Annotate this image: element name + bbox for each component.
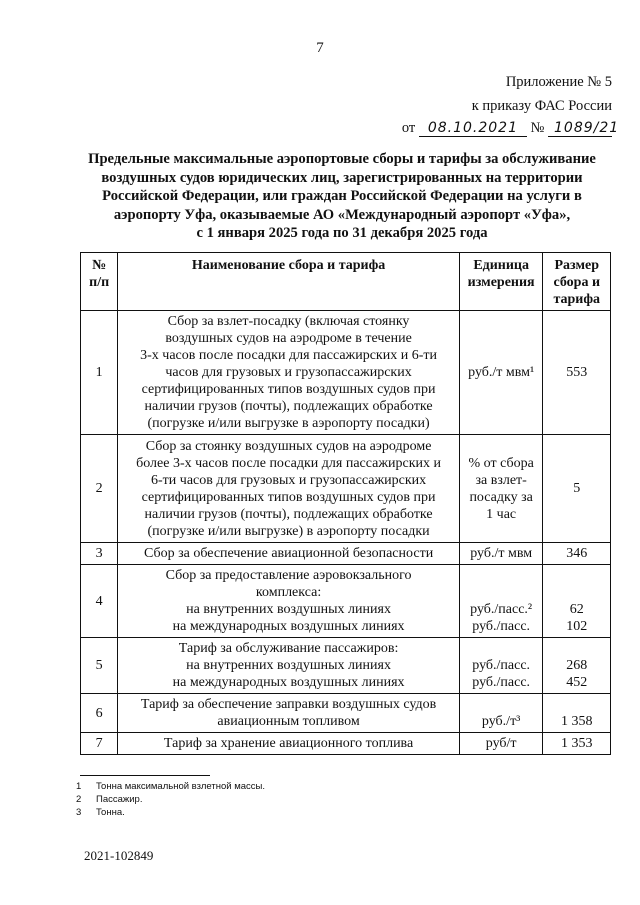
row-name: Тариф за обслуживание пассажиров: на внутренних воздушных линиях на международных воздушных линиях	[118, 638, 460, 694]
table-row	[81, 311, 611, 435]
row-value: 346	[543, 543, 611, 565]
row-name: Тариф за обеспечение заправки воздушных судов авиационным топливом	[118, 694, 460, 733]
footnote: 1 Тонна максимальной взлетной массы.	[76, 781, 265, 792]
row-unit: руб./пасс.² руб./пасс.	[459, 565, 543, 638]
row-num: 7	[81, 733, 118, 755]
header-name: Наименование сбора и тарифа	[118, 253, 460, 311]
title-line: Российской Федерации, или граждан Российской Федерации на услуги в	[102, 188, 582, 204]
row-unit: руб./т³	[459, 694, 543, 733]
row-value: 1 358	[543, 694, 611, 733]
row-num: 2	[81, 435, 118, 543]
row-name: Сбор за взлет-посадку (включая стоянку воздушных судов на аэродроме в течение 3-х часов после посадки для пассажирских и 6-ти часов для грузовых и грузопассажирских сертифицированных типов воздушных судов при наличии грузов (почты), подлежащих обработке (погрузке и/или выгрузке в аэропорту посадки)	[118, 311, 460, 435]
table-row	[81, 543, 611, 565]
row-value: 1 353	[543, 733, 611, 755]
row-name: Сбор за предоставление аэровокзального комплекса: на внутренних воздушных линиях на международных воздушных линиях	[118, 565, 460, 638]
row-unit: руб./пасс. руб./пасс.	[459, 638, 543, 694]
handwritten-date: 08.10.2021	[419, 121, 527, 137]
appendix-date-line	[401, 120, 620, 137]
title-line: с 1 января 2025 года по 31 декабря 2025 года	[196, 225, 488, 241]
table-header-row	[81, 253, 611, 311]
document-id: 2021-102849	[84, 848, 154, 863]
handwritten-number: 1089/21	[548, 121, 612, 137]
header-size: Размер сбора и тарифа	[543, 253, 611, 311]
date-prefix: от	[401, 120, 416, 136]
table-row	[81, 435, 611, 543]
row-unit: % от сбора за взлет- посадку за 1 час	[459, 435, 543, 543]
header-num: № п/п	[81, 253, 118, 311]
footnote: 3 Тонна.	[76, 807, 125, 818]
table-row	[81, 638, 611, 694]
appendix-title: Приложение № 5	[505, 74, 612, 90]
row-num: 3	[81, 543, 118, 565]
header-unit: Единица измерения	[459, 253, 543, 311]
row-num: 5	[81, 638, 118, 694]
title-line: воздушных судов юридических лиц, зарегистрированных на территории	[101, 169, 583, 186]
row-value: 553	[543, 311, 611, 435]
row-num: 4	[81, 565, 118, 638]
row-unit: руб./т мвм¹	[459, 311, 543, 435]
title-line: Предельные максимальные аэропортовые сборы и тарифы за обслуживание	[88, 151, 596, 167]
row-value: 268 452	[543, 638, 611, 694]
tariffs-table	[80, 252, 611, 755]
footnote: 2 Пассажир.	[76, 794, 143, 805]
footnote-divider	[80, 775, 210, 776]
table-row	[81, 694, 611, 733]
row-name: Тариф за хранение авиационного топлива	[118, 733, 460, 755]
row-num: 1	[81, 311, 118, 435]
number-prefix: №	[530, 120, 545, 136]
row-unit: руб./т мвм	[459, 543, 543, 565]
row-value: 5	[543, 435, 611, 543]
document-title	[70, 150, 614, 243]
row-name: Сбор за обеспечение авиационной безопасности	[118, 543, 460, 565]
page-number: 7	[316, 40, 324, 56]
footnotes	[76, 780, 265, 819]
row-name: Сбор за стоянку воздушных судов на аэродроме более 3-х часов после посадки для пассажирских и 6-ти часов для грузовых и грузопассажирских сертифицированных типов воздушных судов при наличии грузов (почты), подлежащих обработке (погрузке и/или выгрузке) в аэропорту посадки	[118, 435, 460, 543]
title-line: аэропорту Уфа, оказываемые АО «Международный аэропорт «Уфа»,	[113, 206, 571, 223]
appendix-order: к приказу ФАС России	[471, 98, 612, 114]
table-row	[81, 565, 611, 638]
row-value: 62 102	[543, 565, 611, 638]
table-row	[81, 733, 611, 755]
row-unit: руб/т	[459, 733, 543, 755]
row-num: 6	[81, 694, 118, 733]
